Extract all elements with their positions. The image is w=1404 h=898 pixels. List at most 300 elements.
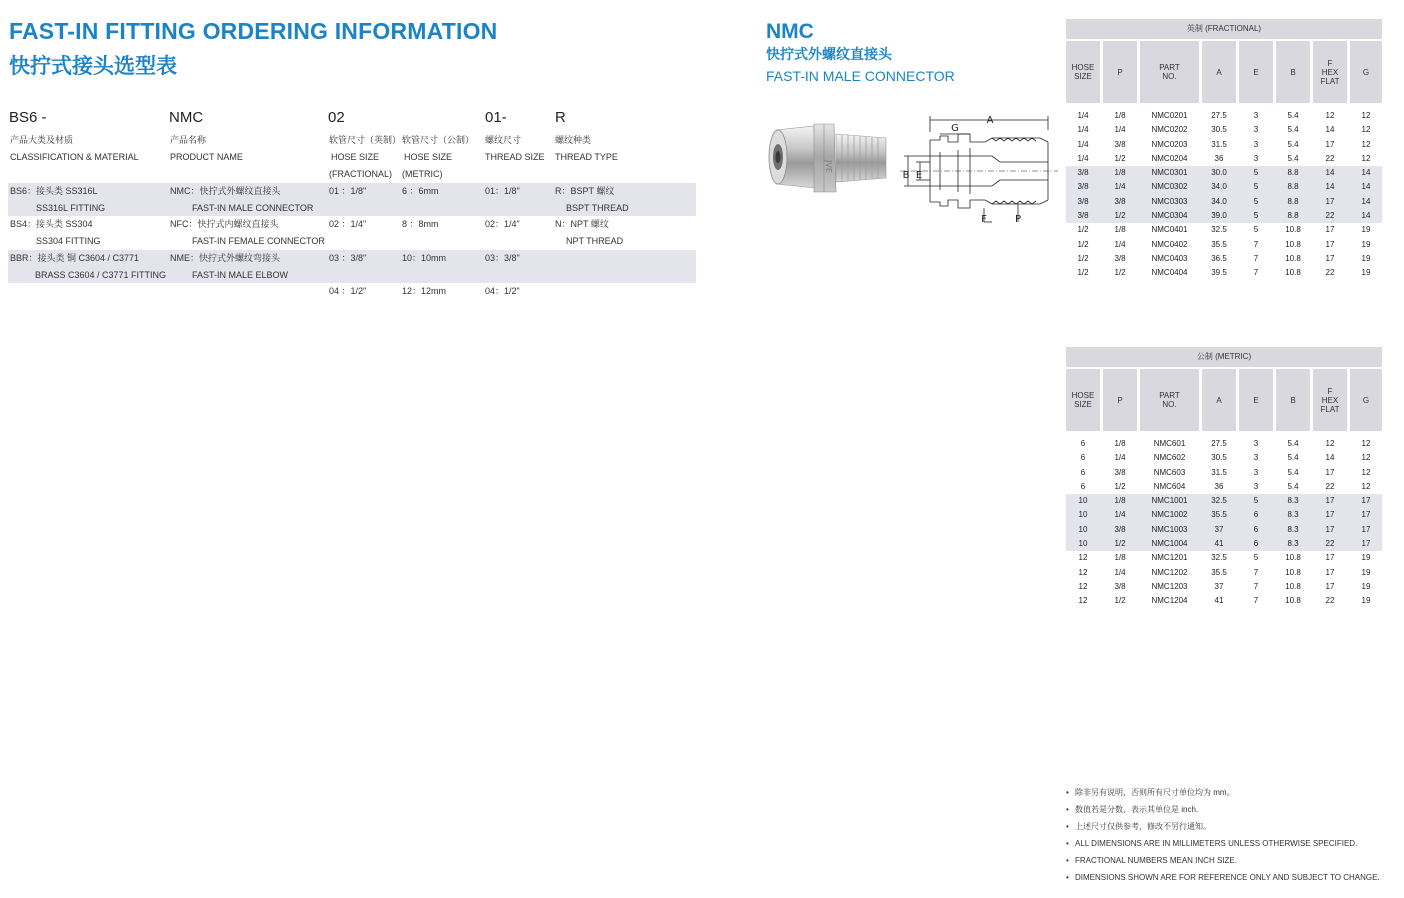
col-hose-size: HOSE SIZE	[1066, 369, 1100, 431]
product-name-cn: 快拧式外螺纹直接头	[766, 46, 892, 62]
bullet-icon: •	[1066, 873, 1069, 882]
note-item	[1066, 852, 1380, 869]
cell-p: 1/8	[1114, 496, 1126, 506]
cell-g: 12	[1361, 153, 1371, 163]
cell-g: 14	[1361, 182, 1371, 192]
photo-brand-mark	[824, 159, 833, 173]
ordering-cell-class-l1: BS4：接头类 SS304	[10, 219, 93, 229]
cell-part-no: NMC604	[1153, 481, 1186, 491]
table-row	[1066, 223, 1382, 237]
cell-f-hex-flat: 14	[1325, 453, 1335, 463]
dim-label-p: P	[1014, 214, 1022, 225]
table-row	[1066, 594, 1382, 608]
table-row	[1066, 180, 1382, 194]
cell-g: 19	[1361, 567, 1371, 577]
cell-part-no: NMC1202	[1151, 567, 1188, 577]
col-hose-size: HOSE SIZE	[1066, 41, 1100, 103]
cell-g: 19	[1361, 253, 1371, 263]
cell-p: 1/4	[1114, 239, 1126, 249]
cell-f-hex-flat: 17	[1325, 581, 1335, 591]
cell-b: 5.4	[1287, 125, 1299, 135]
table-row	[1066, 466, 1382, 480]
ordering-cell-prod-l1: NME：快拧式外螺纹弯接头	[170, 253, 281, 263]
cell-hose-size: 6	[1080, 453, 1086, 463]
ordering-cell-class-l1: BBR：接头类 铜 C3604 / C3771	[10, 253, 140, 263]
header-hose-fractional-unit: (FRACTIONAL)	[329, 169, 392, 179]
cell-a: 31.5	[1211, 467, 1227, 477]
cell-f-hex-flat: 22	[1325, 211, 1335, 221]
cell-a: 32.5	[1211, 553, 1227, 563]
cell-a: 36	[1214, 481, 1224, 491]
dim-label-e: E	[915, 170, 923, 181]
cell-p: 1/8	[1114, 225, 1126, 235]
table-row	[1066, 480, 1382, 494]
cell-a: 27.5	[1211, 111, 1227, 120]
cell-g: 12	[1361, 467, 1371, 477]
cell-b: 5.4	[1287, 467, 1299, 477]
cell-e: 3	[1253, 467, 1259, 477]
table-row	[1066, 166, 1382, 180]
cell-f-hex-flat: 22	[1325, 481, 1335, 491]
cell-b: 8.8	[1287, 182, 1299, 192]
cell-hose-size: 1/4	[1077, 153, 1089, 163]
bullet-icon: •	[1066, 856, 1069, 865]
cell-p: 1/4	[1114, 182, 1126, 192]
header-hose-fractional-en: HOSE SIZE	[331, 152, 380, 162]
table-row	[1066, 566, 1382, 580]
cell-g: 19	[1361, 239, 1371, 249]
table-row	[1066, 109, 1382, 123]
header-thread-size-en: THREAD SIZE	[485, 152, 545, 162]
metric-table-header	[1066, 369, 1382, 431]
cell-e: 6	[1253, 510, 1259, 520]
cell-b: 5.4	[1287, 139, 1299, 149]
cell-e: 3	[1253, 453, 1259, 463]
code-classification: BS6 -	[9, 109, 47, 126]
cell-b: 5.4	[1287, 453, 1299, 463]
cell-part-no: NMC0203	[1151, 139, 1188, 149]
cell-a: 32.5	[1211, 496, 1227, 506]
cell-a: 39.0	[1211, 211, 1227, 221]
cell-hose-size: 12	[1078, 567, 1088, 577]
col-part-no: PART NO.	[1140, 369, 1199, 431]
header-hose-metric-unit: (METRIC)	[402, 169, 443, 179]
bullet-icon: •	[1066, 822, 1069, 831]
cell-a: 39.5	[1211, 268, 1227, 278]
note-item	[1066, 801, 1380, 818]
cell-p: 1/4	[1114, 510, 1126, 520]
ordering-cell-frac: 04 ：1/2"	[329, 286, 367, 296]
cell-part-no: NMC0201	[1151, 111, 1188, 120]
cell-f-hex-flat: 12	[1325, 439, 1335, 448]
code-thread-size: 01-	[485, 109, 507, 126]
cell-part-no: NMC1002	[1151, 510, 1188, 520]
cell-g: 14	[1361, 196, 1371, 206]
cell-b: 8.3	[1287, 510, 1299, 520]
cell-g: 12	[1361, 453, 1371, 463]
cell-g: 19	[1361, 596, 1371, 606]
col-a: A	[1202, 41, 1236, 103]
col-a: A	[1202, 369, 1236, 431]
cell-hose-size: 6	[1080, 439, 1086, 448]
note-item	[1066, 869, 1380, 886]
table-row	[1066, 123, 1382, 137]
cell-part-no: NMC0302	[1151, 182, 1188, 192]
product-code: NMC	[766, 20, 814, 43]
header-thread-size	[485, 132, 545, 166]
cell-a: 32.5	[1211, 225, 1227, 235]
header-thread-type-cn: 螺纹种类	[555, 135, 592, 145]
col-f-hex-flat: F HEX FLAT	[1313, 369, 1347, 431]
note-text: ALL DIMENSIONS ARE IN MILLIMETERS UNLESS OTHERWISE SPECIFIED.	[1075, 839, 1358, 848]
cell-f-hex-flat: 17	[1325, 239, 1335, 249]
dim-label-b: B	[902, 170, 910, 181]
cell-g: 14	[1361, 211, 1371, 221]
header-hose-metric-en: HOSE SIZE	[404, 152, 453, 162]
cell-a: 41	[1214, 596, 1224, 606]
cell-a: 35.5	[1211, 239, 1227, 249]
cell-hose-size: 3/8	[1077, 196, 1089, 206]
page-subtitle-cn: 快拧式接头选型表	[9, 55, 177, 78]
table-row	[1066, 508, 1382, 522]
col-p: P	[1103, 369, 1137, 431]
cell-hose-size: 3/8	[1077, 182, 1089, 192]
cell-g: 17	[1361, 524, 1371, 534]
cell-part-no: NMC0403	[1151, 253, 1188, 263]
header-product-cn: 产品名称	[170, 135, 207, 145]
cell-g: 19	[1361, 225, 1371, 235]
cell-e: 7	[1253, 567, 1259, 577]
cell-part-no: NMC0304	[1151, 211, 1188, 221]
cell-e: 5	[1253, 168, 1259, 178]
cell-e: 5	[1253, 225, 1259, 235]
cell-b: 8.3	[1287, 524, 1299, 534]
fractional-table-caption: 英制 (FRACTIONAL)	[1066, 19, 1382, 39]
header-hose-fractional	[329, 132, 401, 183]
cell-b: 8.8	[1287, 168, 1299, 178]
ordering-cell-class-l2: SS304 FITTING	[36, 236, 101, 246]
cell-f-hex-flat: 17	[1325, 196, 1335, 206]
cell-g: 12	[1361, 481, 1371, 491]
cell-p: 1/2	[1114, 539, 1126, 549]
cell-hose-size: 6	[1080, 467, 1086, 477]
table-row	[1066, 537, 1382, 551]
table-row	[1066, 494, 1382, 508]
ordering-cell-prod-l2: FAST-IN FEMALE CONNECTOR	[192, 236, 325, 246]
cell-g: 19	[1361, 268, 1371, 278]
cell-a: 41	[1214, 539, 1224, 549]
cell-hose-size: 12	[1078, 581, 1088, 591]
col-f-hex-flat: F HEX FLAT	[1313, 41, 1347, 103]
ordering-cell-type-l2: BSPT THREAD	[566, 203, 629, 213]
table-row	[1066, 152, 1382, 166]
bullet-icon: •	[1066, 805, 1069, 814]
cell-hose-size: 6	[1080, 481, 1086, 491]
note-item	[1066, 818, 1380, 835]
cell-b: 10.8	[1285, 581, 1301, 591]
cell-e: 6	[1253, 524, 1259, 534]
ordering-cell-frac: 03 ：3/8"	[329, 253, 367, 263]
cell-a: 31.5	[1211, 139, 1227, 149]
cell-hose-size: 1/2	[1077, 253, 1089, 263]
cell-e: 3	[1253, 153, 1259, 163]
cell-p: 1/2	[1114, 596, 1126, 606]
cell-a: 34.0	[1211, 182, 1227, 192]
cell-b: 8.3	[1287, 496, 1299, 506]
col-e: E	[1239, 41, 1273, 103]
cell-f-hex-flat: 17	[1325, 139, 1335, 149]
table-row	[1066, 209, 1382, 223]
header-thread-type-en: THREAD TYPE	[555, 152, 618, 162]
cell-hose-size: 1/4	[1077, 139, 1089, 149]
cell-b: 10.8	[1285, 239, 1301, 249]
cell-part-no: NMC0204	[1151, 153, 1188, 163]
ordering-cell-class-l2: SS316L FITTING	[36, 203, 106, 213]
cell-part-no: NMC1201	[1151, 553, 1188, 563]
cell-part-no: NMC1203	[1151, 581, 1188, 591]
note-text: FRACTIONAL NUMBERS MEAN INCH SIZE.	[1075, 856, 1237, 865]
ordering-cell-thread: 01：1/8"	[485, 186, 520, 196]
cell-e: 5	[1253, 496, 1259, 506]
dim-label-a: A	[986, 115, 994, 126]
ordering-cell-class-l1: BS6：接头类 SS316L	[10, 186, 98, 196]
col-g: G	[1350, 369, 1382, 431]
note-item	[1066, 835, 1380, 852]
cell-part-no: NMC0202	[1151, 125, 1188, 135]
table-row	[1066, 451, 1382, 465]
cell-part-no: NMC0401	[1151, 225, 1188, 235]
cell-e: 3	[1253, 139, 1259, 149]
ordering-cell-type-l1: R：BSPT 螺纹	[555, 186, 615, 196]
note-text: 除非另有说明，否则所有尺寸单位均为 mm。	[1075, 788, 1235, 797]
header-hose-metric	[402, 132, 474, 183]
cell-f-hex-flat: 17	[1325, 567, 1335, 577]
cell-hose-size: 1/2	[1077, 268, 1089, 278]
cell-p: 1/4	[1114, 567, 1126, 577]
cell-f-hex-flat: 17	[1325, 524, 1335, 534]
cell-b: 10.8	[1285, 596, 1301, 606]
cell-hose-size: 3/8	[1077, 211, 1089, 221]
table-row	[1066, 266, 1382, 280]
cell-hose-size: 10	[1078, 539, 1088, 549]
cell-g: 12	[1361, 111, 1371, 120]
col-g: G	[1350, 41, 1382, 103]
cell-part-no: NMC1204	[1151, 596, 1188, 606]
cell-hose-size: 1/4	[1077, 111, 1089, 120]
cell-e: 5	[1253, 211, 1259, 221]
table-row	[1066, 138, 1382, 152]
ordering-cell-frac: 02 ：1/4"	[329, 219, 367, 229]
cell-a: 35.5	[1211, 567, 1227, 577]
ordering-cell-prod-l1: NFC：快拧式内螺纹直接头	[170, 219, 279, 229]
ordering-cell-metric: 6 ：6mm	[402, 186, 439, 196]
cell-g: 19	[1361, 553, 1371, 563]
cell-e: 5	[1253, 553, 1259, 563]
cell-a: 37	[1214, 581, 1224, 591]
cell-g: 12	[1361, 139, 1371, 149]
col-b: B	[1276, 41, 1310, 103]
header-product	[170, 132, 243, 166]
cell-b: 5.4	[1287, 481, 1299, 491]
cell-p: 1/8	[1114, 439, 1126, 448]
cell-a: 30.5	[1211, 125, 1227, 135]
ordering-cell-prod-l2: FAST-IN MALE CONNECTOR	[192, 203, 314, 213]
cell-f-hex-flat: 14	[1325, 125, 1335, 135]
cell-hose-size: 1/2	[1077, 239, 1089, 249]
cell-part-no: NMC602	[1153, 453, 1186, 463]
cell-b: 10.8	[1285, 253, 1301, 263]
cell-part-no: NMC1004	[1151, 539, 1188, 549]
code-thread-type: R	[555, 109, 566, 126]
cell-b: 5.4	[1287, 153, 1299, 163]
product-photo	[766, 110, 891, 205]
cell-e: 7	[1253, 596, 1259, 606]
cell-p: 1/2	[1114, 211, 1126, 221]
cell-f-hex-flat: 17	[1325, 553, 1335, 563]
cell-f-hex-flat: 22	[1325, 539, 1335, 549]
cell-e: 3	[1253, 111, 1259, 120]
fractional-table	[1066, 19, 1382, 281]
cell-p: 3/8	[1114, 196, 1126, 206]
cell-part-no: NMC601	[1153, 439, 1186, 448]
page-title: FAST-IN FITTING ORDERING INFORMATION	[9, 18, 498, 44]
cell-p: 3/8	[1114, 467, 1126, 477]
cell-part-no: NMC0404	[1151, 268, 1188, 278]
ordering-cell-thread: 02：1/4"	[485, 219, 520, 229]
table-row	[1066, 437, 1382, 451]
cell-p: 1/8	[1114, 553, 1126, 563]
cell-e: 6	[1253, 539, 1259, 549]
cell-e: 3	[1253, 481, 1259, 491]
table-row	[1066, 238, 1382, 252]
cell-a: 34.0	[1211, 196, 1227, 206]
cell-f-hex-flat: 14	[1325, 168, 1335, 178]
cell-g: 19	[1361, 581, 1371, 591]
cell-b: 10.8	[1285, 268, 1301, 278]
col-part-no: PART NO.	[1140, 41, 1199, 103]
cell-p: 1/8	[1114, 168, 1126, 178]
ordering-cell-type-l1: N：NPT 螺纹	[555, 219, 609, 229]
note-text: 上述尺寸仅供参考，修改不另行通知。	[1075, 822, 1211, 831]
cell-hose-size: 10	[1078, 496, 1088, 506]
cell-part-no: NMC603	[1153, 467, 1186, 477]
fractional-table-body	[1066, 109, 1382, 281]
cell-a: 37	[1214, 524, 1224, 534]
metric-table-caption: 公制 (METRIC)	[1066, 347, 1382, 367]
cell-part-no: NMC1003	[1151, 524, 1188, 534]
cell-b: 10.8	[1285, 553, 1301, 563]
cell-e: 3	[1253, 439, 1259, 448]
cell-hose-size: 3/8	[1077, 168, 1089, 178]
cell-hose-size: 10	[1078, 524, 1088, 534]
ordering-cell-prod-l2: FAST-IN MALE ELBOW	[192, 270, 289, 280]
cell-f-hex-flat: 17	[1325, 496, 1335, 506]
cell-e: 7	[1253, 239, 1259, 249]
ordering-cell-type-l2: NPT THREAD	[566, 236, 624, 246]
header-classification-en: CLASSIFICATION & MATERIAL	[10, 152, 139, 162]
cell-part-no: NMC0402	[1151, 239, 1188, 249]
col-e: E	[1239, 369, 1273, 431]
cell-b: 8.8	[1287, 211, 1299, 221]
cell-p: 3/8	[1114, 253, 1126, 263]
cell-f-hex-flat: 14	[1325, 182, 1335, 192]
dim-label-f: F	[981, 214, 987, 225]
header-hose-metric-cn: 软管尺寸（公制）	[402, 135, 475, 145]
cell-g: 17	[1361, 496, 1371, 506]
bullet-icon: •	[1066, 788, 1069, 797]
cell-f-hex-flat: 17	[1325, 510, 1335, 520]
cell-e: 3	[1253, 125, 1259, 135]
ordering-cell-thread: 03：3/8"	[485, 253, 520, 263]
ordering-cell-prod-l1: NMC：快拧式外螺纹直接头	[170, 186, 281, 196]
cell-a: 27.5	[1211, 439, 1227, 448]
cell-b: 10.8	[1285, 225, 1301, 235]
header-hose-fractional-cn: 软管尺寸（英制）	[329, 135, 402, 145]
header-thread-size-cn: 螺纹尺寸	[485, 135, 522, 145]
table-row	[1066, 551, 1382, 565]
header-classification	[10, 132, 139, 166]
cell-a: 36.5	[1211, 253, 1227, 263]
cell-hose-size: 12	[1078, 596, 1088, 606]
cell-f-hex-flat: 17	[1325, 467, 1335, 477]
code-hose-size: 02	[328, 109, 345, 126]
ordering-cell-class-l2: BRASS C3604 / C3771 FITTING	[35, 270, 167, 280]
table-row	[1066, 523, 1382, 537]
product-name-en: FAST-IN MALE CONNECTOR	[766, 68, 955, 84]
cell-part-no: NMC0301	[1151, 168, 1188, 178]
svg-text:JVE: JVE	[824, 160, 833, 173]
cell-hose-size: 12	[1078, 553, 1088, 563]
cell-f-hex-flat: 12	[1325, 111, 1335, 120]
cell-f-hex-flat: 22	[1325, 153, 1335, 163]
ordering-cell-metric: 10：10mm	[402, 253, 447, 263]
cell-a: 30.5	[1211, 453, 1227, 463]
cell-g: 12	[1361, 125, 1371, 135]
ordering-cell-metric: 8 ：8mm	[402, 219, 439, 229]
cell-a: 36	[1214, 153, 1224, 163]
cell-p: 1/2	[1114, 481, 1126, 491]
table-row	[1066, 195, 1382, 209]
cell-f-hex-flat: 22	[1325, 268, 1335, 278]
table-row	[1066, 252, 1382, 266]
cell-e: 5	[1253, 196, 1259, 206]
cell-e: 7	[1253, 253, 1259, 263]
cell-p: 1/8	[1114, 111, 1126, 120]
col-b: B	[1276, 369, 1310, 431]
ordering-cell-frac: 01 ：1/8"	[329, 186, 367, 196]
cell-p: 3/8	[1114, 581, 1126, 591]
cell-b: 5.4	[1287, 111, 1299, 120]
table-row	[1066, 580, 1382, 594]
note-text: 数值若是分数，表示其单位是 inch.	[1075, 805, 1199, 814]
header-product-en: PRODUCT NAME	[170, 152, 243, 162]
metric-table	[1066, 347, 1382, 609]
dimension-drawing	[900, 112, 1060, 232]
cell-b: 8.8	[1287, 196, 1299, 206]
cell-p: 3/8	[1114, 139, 1126, 149]
cell-a: 30.0	[1211, 168, 1227, 178]
cell-hose-size: 1/2	[1077, 225, 1089, 235]
cell-part-no: NMC1001	[1151, 496, 1188, 506]
code-product: NMC	[169, 109, 204, 126]
cell-f-hex-flat: 17	[1325, 253, 1335, 263]
cell-a: 35.5	[1211, 510, 1227, 520]
cell-g: 14	[1361, 168, 1371, 178]
cell-g: 17	[1361, 539, 1371, 549]
note-text: DIMENSIONS SHOWN ARE FOR REFERENCE ONLY AND SUBJECT TO CHANGE.	[1075, 873, 1380, 882]
cell-f-hex-flat: 22	[1325, 596, 1335, 606]
fractional-table-header	[1066, 41, 1382, 103]
